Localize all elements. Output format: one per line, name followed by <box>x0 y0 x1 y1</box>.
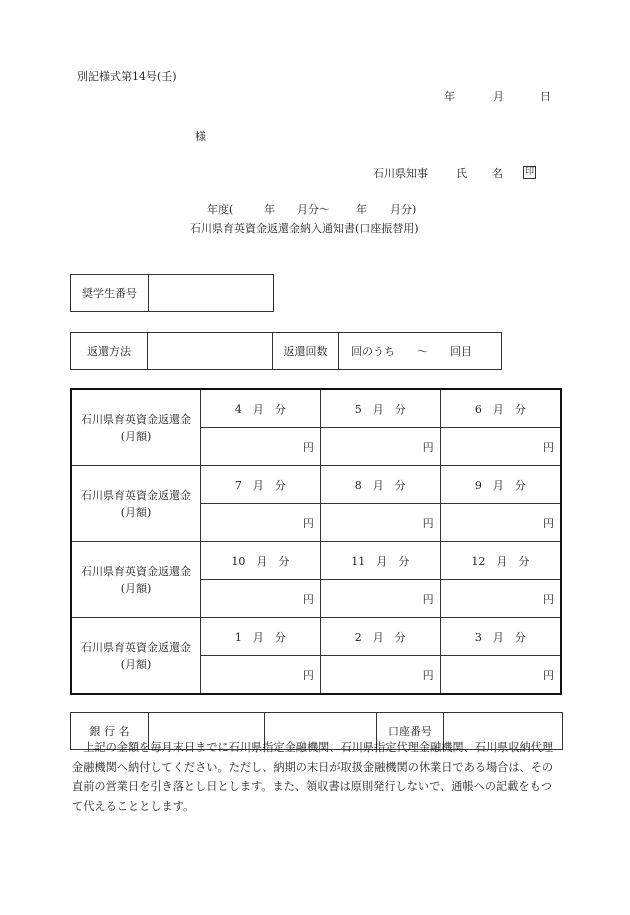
month-label: 1 月 分 <box>201 618 321 656</box>
form-number: 別記様式第14号(壬) <box>77 70 177 83</box>
row-label-monthly: (月額) <box>120 505 152 519</box>
month-label: 7 月 分 <box>201 466 321 504</box>
seal-mark: 印 <box>524 167 534 177</box>
payment-row-label <box>71 618 201 695</box>
bank-name-label: 銀 行 名 <box>71 713 149 750</box>
payment-month-row <box>71 542 561 580</box>
name-label-1: 氏 <box>456 167 467 180</box>
amount-field[interactable] <box>440 428 561 466</box>
yen-unit: 円 <box>422 516 434 530</box>
period-fiscal: 年度( <box>207 203 234 216</box>
row-label-main: 石川県育英資金返還金 <box>81 640 191 654</box>
yen-unit: 円 <box>543 516 554 530</box>
period-year-2: 年 <box>356 203 367 216</box>
repayment-method-field[interactable] <box>148 333 273 370</box>
amount-field[interactable] <box>320 504 440 542</box>
amount-field[interactable] <box>440 580 561 618</box>
name-label-2: 名 <box>492 167 503 180</box>
period-month-1: 月分〜 <box>297 203 330 216</box>
date-year-label: 年 <box>444 90 455 103</box>
repayment-method-label: 返還方法 <box>71 333 148 370</box>
amount-field[interactable] <box>440 656 561 695</box>
repayment-count-field[interactable] <box>339 333 502 370</box>
row-label-monthly: (月額) <box>120 581 152 595</box>
amount-field[interactable] <box>320 580 440 618</box>
yen-unit: 円 <box>422 440 434 454</box>
row-label-monthly: (月額) <box>120 429 152 443</box>
student-number-field[interactable] <box>149 275 274 312</box>
row-label-main: 石川県育英資金返還金 <box>81 488 191 502</box>
payment-table <box>70 388 562 695</box>
amount-field[interactable] <box>201 580 321 618</box>
month-label: 3 月 分 <box>440 618 561 656</box>
yen-unit: 円 <box>302 668 314 682</box>
count-tilde: 〜 <box>417 345 428 358</box>
yen-unit: 円 <box>543 440 554 454</box>
payment-month-row <box>71 466 561 504</box>
yen-unit: 円 <box>302 440 314 454</box>
payment-row-label <box>71 466 201 542</box>
yen-unit: 円 <box>543 592 554 606</box>
month-label: 2 月 分 <box>320 618 440 656</box>
row-label-monthly: (月額) <box>120 657 152 671</box>
student-number-label: 奨学生番号 <box>71 275 149 312</box>
month-label: 5 月 分 <box>320 389 440 428</box>
addressee-suffix: 様 <box>195 130 206 143</box>
payment-row-label <box>71 542 201 618</box>
month-label: 10 月 分 <box>201 542 321 580</box>
month-label: 8 月 分 <box>320 466 440 504</box>
date-day-label: 日 <box>540 90 551 103</box>
month-label: 12 月 分 <box>440 542 561 580</box>
document-title: 石川県育英資金返還金納入通知書(口座振替用) <box>190 222 419 235</box>
month-label: 11 月 分 <box>320 542 440 580</box>
notice-text: 上記の金額を毎月末日までに石川県指定金融機関、石川県指定代理金融機関、石川県収納代理金融機関へ納付してください。ただし、納期の末日が取扱金融機関の休業日である場合は、その直前の営業日を引き落とし日とします。また、領収書は原則発行しないで、通帳への記載をもつて代えることとします。 <box>72 741 554 813</box>
amount-field[interactable] <box>320 428 440 466</box>
payment-month-row <box>71 389 561 428</box>
amount-field[interactable] <box>440 504 561 542</box>
repayment-count-label: 返還回数 <box>273 333 339 370</box>
account-number-label: 口座番号 <box>377 713 444 750</box>
month-label: 6 月 分 <box>440 389 561 428</box>
row-label-main: 石川県育英資金返還金 <box>81 412 191 426</box>
period-year-1: 年 <box>264 203 275 216</box>
amount-field[interactable] <box>201 504 321 542</box>
amount-field[interactable] <box>201 428 321 466</box>
amount-field[interactable] <box>201 656 321 695</box>
sender-title: 石川県知事 <box>373 167 428 180</box>
amount-field[interactable] <box>320 656 440 695</box>
payment-row-label <box>71 389 201 466</box>
repayment-table <box>70 332 502 370</box>
student-number-table <box>70 274 274 312</box>
count-suffix: 回目 <box>450 345 472 358</box>
yen-unit: 円 <box>422 668 434 682</box>
month-label: 9 月 分 <box>440 466 561 504</box>
row-label-main: 石川県育英資金返還金 <box>81 564 191 578</box>
yen-unit: 円 <box>422 592 434 606</box>
period-month-2: 月分) <box>390 203 417 216</box>
yen-unit: 円 <box>302 516 314 530</box>
date-month-label: 月 <box>493 90 504 103</box>
count-prefix: 回のうち <box>351 345 395 358</box>
yen-unit: 円 <box>543 668 554 682</box>
yen-unit: 円 <box>302 592 314 606</box>
payment-month-row <box>71 618 561 656</box>
month-label: 4 月 分 <box>201 389 321 428</box>
